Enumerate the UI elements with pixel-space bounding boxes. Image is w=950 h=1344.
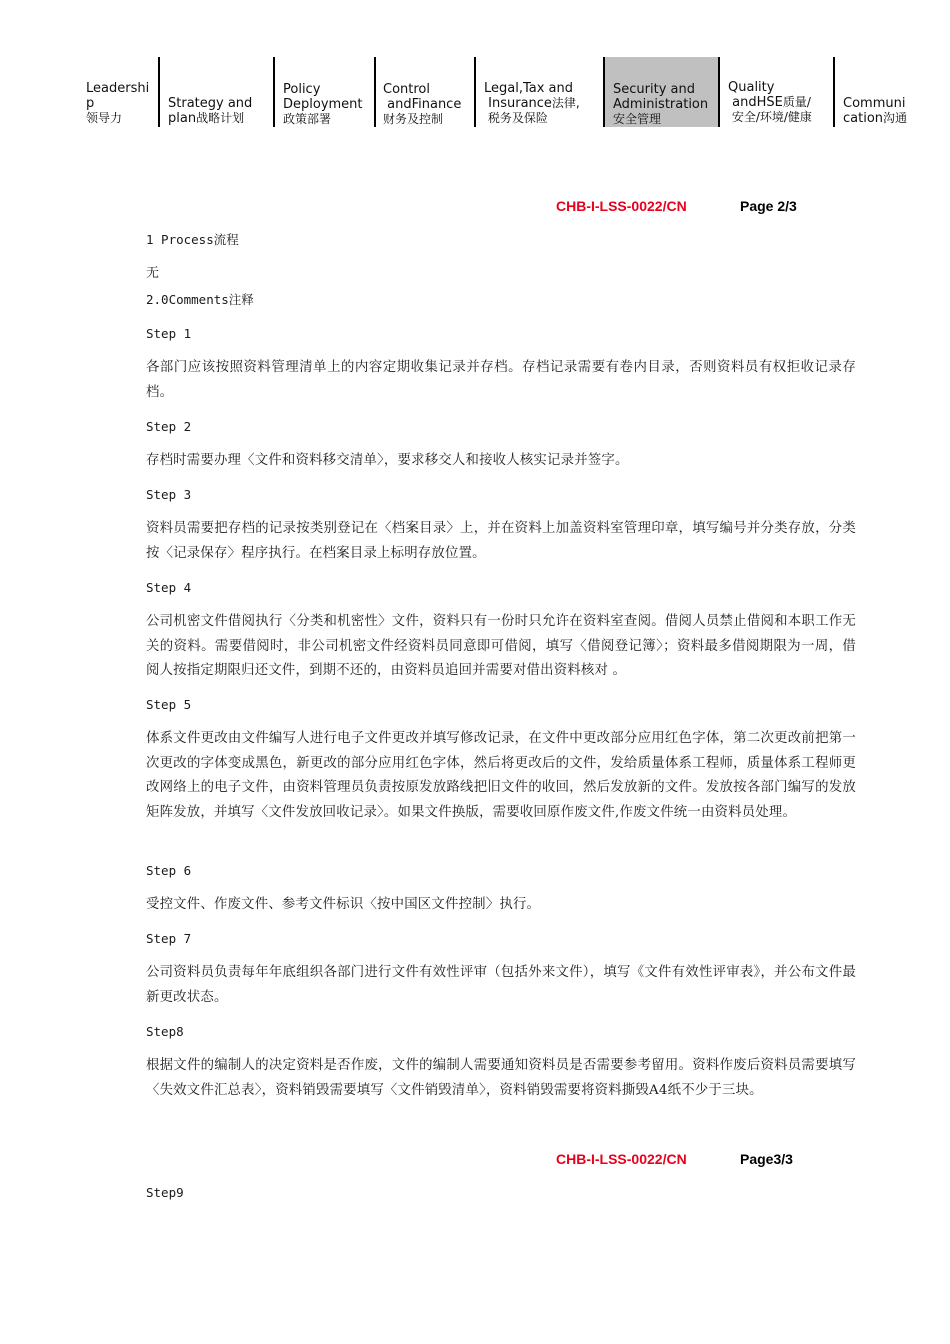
page-number: Page3/3 [740,1151,793,1167]
tab-communication[interactable] [843,57,913,127]
tab-leadership-label: Leadershi p [86,81,150,111]
step-text: 各部门应该按照资料管理清单上的内容定期收集记录并存档。存档记录需要有卷内目录，否则资料员有权拒收记录存档。 [146,360,856,400]
step-label: Step 5 [146,697,192,712]
tab-quality-cn: 质量/ 安全/环境/健康 [731,95,812,124]
step-text: 资料员需要把存档的记录按类别登记在〈档案目录〉上，并在资料上加盖资料室管理印章，填写编号并分类存放，分类按〈记录保存〉程序执行。在档案目录上标明存放位置。 [146,521,856,561]
step-label: Step8 [146,1024,184,1039]
tab-divider [833,57,835,127]
step-text: 体系文件更改由文件编写人进行电子文件更改并填写修改记录，在文件中更改部分应用红色字体，第二次更改前把第一次更改的字体变成黑色，新更改的部分应用红色字体，然后将更改后的文件，发给质量体系工程师，质量体系工程师更改网络上的电子文件，由资料管理员负责按原发放路线把旧文件的收回，然后发放新的文件。发放按各部门编写的发放矩阵发放，并填写〈文件发放回收记录〉。如果文件换版，需要收回原作废文件,作废文件统一由资料员处理。 [146,731,856,820]
step-text: 存档时需要办理〈文件和资料移交清单〉，要求移交人和接收人核实记录并签字。 [146,453,629,468]
tab-leadership[interactable] [86,57,156,127]
step-label: Step 1 [146,326,192,341]
tab-policy-label: Policy Deployment [283,82,363,112]
tab-leadership-cn: 领导力 [86,111,123,125]
tab-divider [474,57,476,127]
tab-security-label: Security and Administration [613,82,709,112]
tab-control-cn: 财务及控制 [383,112,444,126]
tab-policy-deployment[interactable] [283,57,373,127]
process-heading: 1 Process流程 [146,232,239,247]
tab-divider [158,57,160,127]
comments-heading: 2.0Comments注释 [146,292,254,307]
step-label: Step9 [146,1185,184,1200]
tab-legal-cn: 法律, 税务及保险 [487,96,580,125]
process-text: 无 [146,266,160,281]
tab-security-administration[interactable] [605,57,718,127]
step-text: 根据文件的编制人的决定资料是否作废，文件的编制人需要通知资料员是否需要参考留用。资料作废后资料员需要填写〈失效文件汇总表〉，资料销毁需要填写〈文件销毁清单〉，资料销毁需要将资料撕毁A4纸不少于三块。 [146,1058,856,1098]
tab-control-finance[interactable] [383,57,473,127]
tab-security-cn: 安全管理 [613,112,662,126]
step-label: Step 3 [146,487,192,502]
tab-legal-tax-insurance[interactable] [484,57,602,127]
tab-policy-cn: 政策部署 [283,112,332,126]
tab-control-label: Control andFinance [383,82,462,112]
tab-divider [273,57,275,127]
step-label: Step 7 [146,931,192,946]
tab-legal-label: Legal,Tax and Insurance [484,81,574,111]
tab-quality-label: Quality andHSE [728,80,783,110]
tab-quality-hse[interactable] [728,57,832,127]
tab-divider [718,57,720,127]
page-number: Page 2/3 [740,198,797,214]
tab-divider [374,57,376,127]
step-label: Step 4 [146,580,192,595]
step-text: 公司资料员负责每年年底组织各部门进行文件有效性评审（包括外来文件），填写《文件有效性评审表》，并公布文件最新更改状态。 [146,965,856,1005]
tab-strategy-plan[interactable] [168,57,272,127]
step-label: Step 6 [146,863,192,878]
step-label: Step 2 [146,419,192,434]
tab-strategy-label: Strategy and plan [168,96,253,126]
tab-communication-label: Communi cation [843,96,906,126]
step-text: 公司机密文件借阅执行〈分类和机密性〉文件，资料只有一份时只允许在资料室查阅。借阅人员禁止借阅和本职工作无关的资料。需要借阅时，非公司机密文件经资料员同意即可借阅，填写〈借阅登记簿〉；资料最多借阅期限为一周，借阅人按指定期限归还文件，到期不还的，由资料员追回并需要对借出资料核对 。 [146,614,856,678]
tab-strategy-cn: 战略计划 [196,111,245,125]
document-code: CHB-I-LSS-0022/CN [556,1151,687,1167]
step-text: 受控文件、作废文件、参考文件标识〈按中国区文件控制〉执行。 [146,897,541,912]
tab-communication-cn: 沟通 [883,111,908,125]
document-code: CHB-I-LSS-0022/CN [556,198,687,214]
